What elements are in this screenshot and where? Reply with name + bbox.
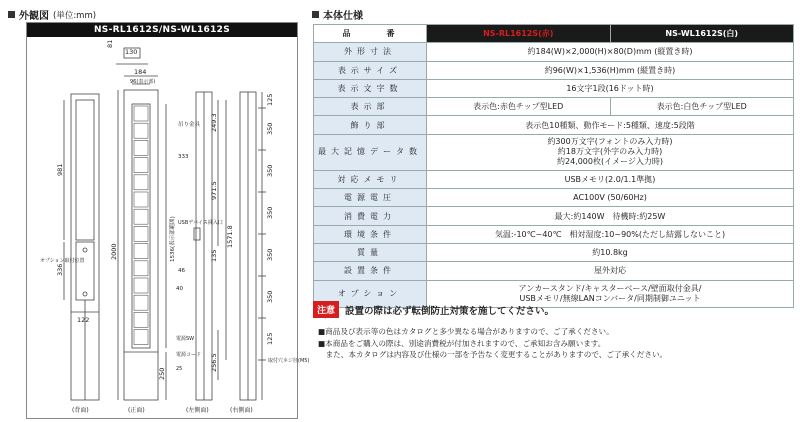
led-module [134, 295, 148, 310]
dim-side-f: 46 [178, 268, 185, 274]
spec-label: 飾り部 [314, 116, 427, 134]
dim-side-d: 135 [210, 249, 218, 262]
spec-row [314, 225, 794, 243]
led-module-group [134, 106, 148, 345]
note-line: また、本カタログは内容及び仕様の一部を予告なく変更することがありますので、ご了承ください。 [318, 350, 668, 359]
note-line: ■商品及び表示等の色はカタログと多少異なる場合がありますので、ご了承ください。 [318, 327, 614, 336]
dim-back-upper: 981 [56, 163, 64, 176]
dim-side-a: 249.3 [210, 113, 218, 132]
led-module [134, 123, 148, 138]
right-side-segment-label: 350 [266, 164, 274, 177]
spec-label: 質量 [314, 243, 427, 261]
spec-value: 屋外対応 [427, 262, 794, 280]
notes-block [318, 326, 667, 361]
spec-label: 表示部 [314, 98, 427, 116]
dim-side-c: 1571.8 [226, 225, 234, 248]
dim-back-lower: 336 [56, 263, 64, 276]
led-module [134, 278, 148, 293]
dim-side-g: 333 [178, 154, 189, 160]
spec-label: 対応メモリ [314, 170, 427, 188]
dim-side-i: 25 [176, 366, 183, 372]
spec-value: 約184(W)×2,000(H)×80(D)mm (縦置き時) [427, 43, 794, 61]
spec-row [314, 43, 794, 61]
spec-label: 電源電圧 [314, 189, 427, 207]
spec-label: 表示文字数 [314, 79, 427, 97]
spec-value: 約96(W)×1,536(H)mm (縦置き時) [427, 61, 794, 79]
led-module [134, 209, 148, 224]
dim-front-display: 1536(表示部範囲) [170, 216, 176, 262]
led-module [134, 261, 148, 276]
caption-front: (正面) [128, 407, 145, 414]
right-side-segment-label: 350 [266, 206, 274, 219]
spec-row [314, 243, 794, 261]
right-side-segment-label: 125 [266, 332, 274, 345]
spec-label: 消費電力 [314, 207, 427, 225]
dim-side-h: 40 [176, 286, 183, 292]
spec-value [427, 134, 794, 170]
caption-back: (背面) [72, 407, 89, 414]
spec-row [314, 98, 794, 116]
led-module [134, 312, 148, 327]
spec-value: AC100V (50/60Hz) [427, 189, 794, 207]
drawing-title: 外観図 [19, 11, 49, 22]
caution-banner [313, 301, 554, 318]
right-side-segment-label: 350 [266, 248, 274, 261]
spec-value: 気温:-10℃~40℃ 相対湿度:10~90%(ただし結露しないこと) [427, 225, 794, 243]
spec-value-line: アンカースタンド/キャスターベース/壁面取付金具/ [518, 283, 702, 293]
spec-value-line: 約300万文字(フォントのみ入力時) [547, 137, 673, 147]
spec-row [314, 170, 794, 188]
spec-label: 環境条件 [314, 225, 427, 243]
spec-value-red: 表示色:赤色チップ型LED [427, 98, 611, 116]
dim-side-b: 971.5 [210, 181, 218, 200]
led-module [134, 226, 148, 241]
model-red-header: NS-RL1612S(赤) [427, 25, 611, 43]
led-module [134, 192, 148, 207]
right-side-segment-label: 125 [266, 93, 274, 106]
led-module [134, 158, 148, 173]
spec-label: 設置条件 [314, 262, 427, 280]
led-module [134, 330, 148, 345]
note-line: ■本商品をご購入の際は、別途消費税が付加されますので、ご承知お含み願います。 [318, 338, 606, 348]
spec-row [314, 189, 794, 207]
unit-label: (単位:mm) [53, 10, 97, 21]
label-option: オプション取付位置 [40, 258, 85, 264]
caution-badge: 注意 [313, 301, 339, 318]
spec-label: 外形寸法 [314, 43, 427, 61]
spec-row [314, 262, 794, 280]
spec-value: 最大:約140W 待機時:約25W [427, 207, 794, 225]
caption-left-side: (左側面) [186, 407, 209, 414]
dim-front-inner: 96(表示部) [130, 79, 156, 85]
dim-front-bottom: 250 [158, 367, 166, 380]
spec-row [314, 207, 794, 225]
spec-value: 約10.8kg [427, 243, 794, 261]
spec-row [314, 61, 794, 79]
led-module [134, 175, 148, 190]
spec-title: 本体仕様 [323, 11, 363, 22]
spec-value: USBメモリ(2.0/1.1準拠) [427, 170, 794, 188]
spec-section-title [312, 7, 363, 22]
caution-text: 設置の際は必ず転倒防止対策を施してください。 [345, 305, 555, 317]
dim-side-e: 256.5 [210, 353, 218, 372]
label-usb: USBデバイス挿入口 [178, 220, 223, 226]
model-bar: NS-RL1612S/NS-WL1612S [27, 23, 297, 37]
spec-value-line: 約24,000枚(イメージ入力時) [557, 157, 663, 167]
spec-value-white: 表示色:白色チップ型LED [610, 98, 794, 116]
led-module [134, 244, 148, 259]
spec-header-label: 品 番 [314, 25, 427, 43]
spec-row [314, 79, 794, 97]
label-bracket: 取付穴ネジ径(M5) [268, 358, 310, 364]
spec-header-row [314, 25, 794, 43]
label-power-sw: 電源SW [176, 336, 195, 342]
spec-label: 表示サイズ [314, 61, 427, 79]
right-side-segment-label: 350 [266, 122, 274, 135]
spec-value-line: USBメモリ/無線LANコンバータ/同期制御ユニット [519, 293, 701, 303]
caption-right-side: (右側面) [230, 407, 253, 414]
right-side-dimensions [266, 94, 274, 345]
label-cable: 電源コード [176, 352, 202, 358]
model-white-header: NS-WL1612S(白) [610, 25, 794, 43]
spec-row [314, 134, 794, 170]
led-module [134, 140, 148, 155]
dimension-drawing [0, 0, 310, 422]
spec-value-line: 約18万文字(外字のみ入力時) [557, 147, 663, 157]
dim-top-width: 130 [125, 48, 138, 56]
spec-value: 16文字1段(16ドット時) [427, 79, 794, 97]
square-bullet-icon [312, 11, 319, 18]
spec-value: 表示色10種類、動作モード:5種類、速度:5段階 [427, 116, 794, 134]
dim-front-total: 2000 [110, 243, 118, 260]
spec-label: 最大記憶データ数 [314, 134, 427, 170]
right-side-segment-label: 350 [266, 290, 274, 303]
dim-top-depth: 81 [106, 39, 114, 48]
led-module [134, 106, 148, 121]
label-hook: 吊り金具 [178, 122, 201, 128]
dim-back-bottom: 122 [77, 316, 90, 324]
dim-front-width: 184 [134, 68, 147, 76]
spec-row [314, 116, 794, 134]
spec-table [313, 24, 794, 308]
spec-label: オプション [314, 280, 427, 307]
